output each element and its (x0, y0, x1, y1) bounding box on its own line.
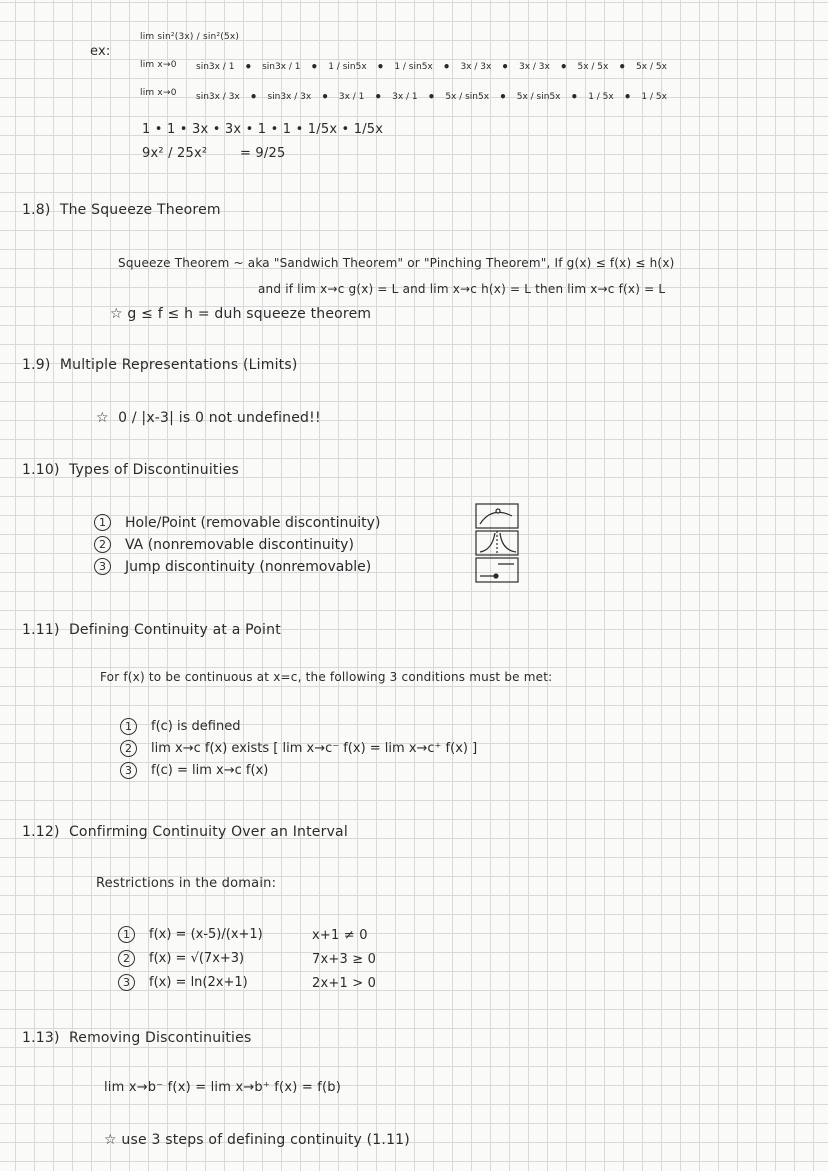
term: 1 / sin5x (328, 62, 367, 72)
term: 1 / sin5x (394, 62, 433, 72)
interval-item: 3 f(x) = ln(2x+1) (118, 974, 248, 991)
continuity-condition: 3 f(c) = lim x→c f(x) (120, 762, 268, 779)
term: sin3x / 3x (196, 92, 240, 102)
discontinuity-item: 1 Hole/Point (removable discontinuity) (94, 514, 380, 531)
example-lim-2: lim x→0 (140, 88, 177, 98)
removing-equation: lim x→b⁻ f(x) = lim x→b⁺ f(x) = f(b) (104, 1080, 342, 1095)
squeeze-star-note: ☆ g ≤ f ≤ h = duh squeeze theorem (110, 306, 372, 322)
example-result-right: = 9/25 (240, 146, 286, 161)
term: 5x / sin5x (516, 92, 561, 102)
interval-item: 1 f(x) = (x-5)/(x+1) (118, 926, 263, 943)
term: 3x / 3x (460, 62, 492, 72)
continuity-condition: 2 lim x→c f(x) exists [ lim x→c⁻ f(x) = lim x→c⁺ f(x) ] (120, 740, 477, 757)
term: 5x / 5x (636, 62, 667, 72)
va-curves (480, 533, 516, 552)
term: sin3x / 1 (196, 62, 235, 72)
term: sin3x / 3x (267, 92, 312, 102)
term: 3x / 3x (518, 62, 550, 72)
continuity-intro: For f(x) to be continuous at x=c, the following 3 conditions must be met: (100, 670, 553, 684)
section-1-12-heading: 1.12) Confirming Continuity Over an Interval (22, 824, 348, 840)
continuity-condition: 1 f(c) is defined (120, 718, 240, 735)
example-label: ex: (90, 44, 111, 59)
hole-point (496, 509, 500, 513)
interval-restriction: 2x+1 > 0 (312, 976, 377, 991)
term: 3x / 1 (392, 92, 418, 102)
section-1-13-heading: 1.13) Removing Discontinuities (22, 1030, 252, 1046)
section-1-9-heading: 1.9) Multiple Representations (Limits) (22, 357, 298, 373)
interval-restriction: x+1 ≠ 0 (312, 928, 368, 943)
hole-curve (480, 512, 512, 524)
squeeze-condition: and if lim x→c g(x) = L and lim x→c h(x) = L then lim x→c f(x) = L (258, 282, 666, 296)
example-row-1: sin3x / 1 • sin3x / 1 • 1 / sin5x • 1 / sin5x • 3x / 3x • 3x / 3x • 5x / 5x • 5x / 5x (196, 60, 667, 74)
discontinuity-sketches (474, 502, 522, 586)
example-row-3: 1 • 1 • 3x • 3x • 1 • 1 • 1/5x • 1/5x (142, 122, 384, 137)
example-lim-1: lim x→0 (140, 60, 177, 70)
interval-intro: Restrictions in the domain: (96, 876, 277, 891)
star-icon: ☆ (96, 410, 109, 426)
jump-sketch-frame (476, 558, 518, 582)
example-limit-line: lim sin²(3x) / sin²(5x) (140, 32, 240, 42)
term: sin3x / 1 (262, 62, 301, 72)
term: 5x / 5x (577, 62, 609, 72)
interval-item: 2 f(x) = √(7x+3) (118, 950, 244, 967)
squeeze-definition: Squeeze Theorem ~ aka "Sandwich Theorem" or "Pinching Theorem", If g(x) ≤ f(x) ≤ h(x) (118, 256, 675, 270)
discontinuity-item: 2 VA (nonremovable discontinuity) (94, 536, 354, 553)
term: 1 / 5x (588, 92, 614, 102)
example-result-left: 9x² / 25x² (142, 146, 208, 161)
section-1-10-heading: 1.10) Types of Discontinuities (22, 462, 239, 478)
jump-point (494, 574, 498, 578)
example-row-2: sin3x / 3x • sin3x / 3x • 3x / 1 • 3x / 1 • 5x / sin5x • 5x / sin5x • 1 / 5x • 1 / 5x (196, 90, 667, 104)
term: 5x / sin5x (445, 92, 490, 102)
section-1-8-heading: 1.8) The Squeeze Theorem (22, 202, 221, 218)
section-1-11-heading: 1.11) Defining Continuity at a Point (22, 622, 281, 638)
star-icon: ☆ (104, 1132, 117, 1148)
star-icon: ☆ (110, 306, 123, 322)
interval-restriction: 7x+3 ≥ 0 (312, 952, 377, 967)
removing-star-note: ☆ use 3 steps of defining continuity (1.11) (104, 1132, 410, 1148)
multiple-star-note: ☆ 0 / |x-3| is 0 not undefined!! (96, 410, 321, 426)
discontinuity-item: 3 Jump discontinuity (nonremovable) (94, 558, 371, 575)
term: 3x / 1 (338, 92, 365, 102)
term: 1 / 5x (641, 92, 667, 102)
